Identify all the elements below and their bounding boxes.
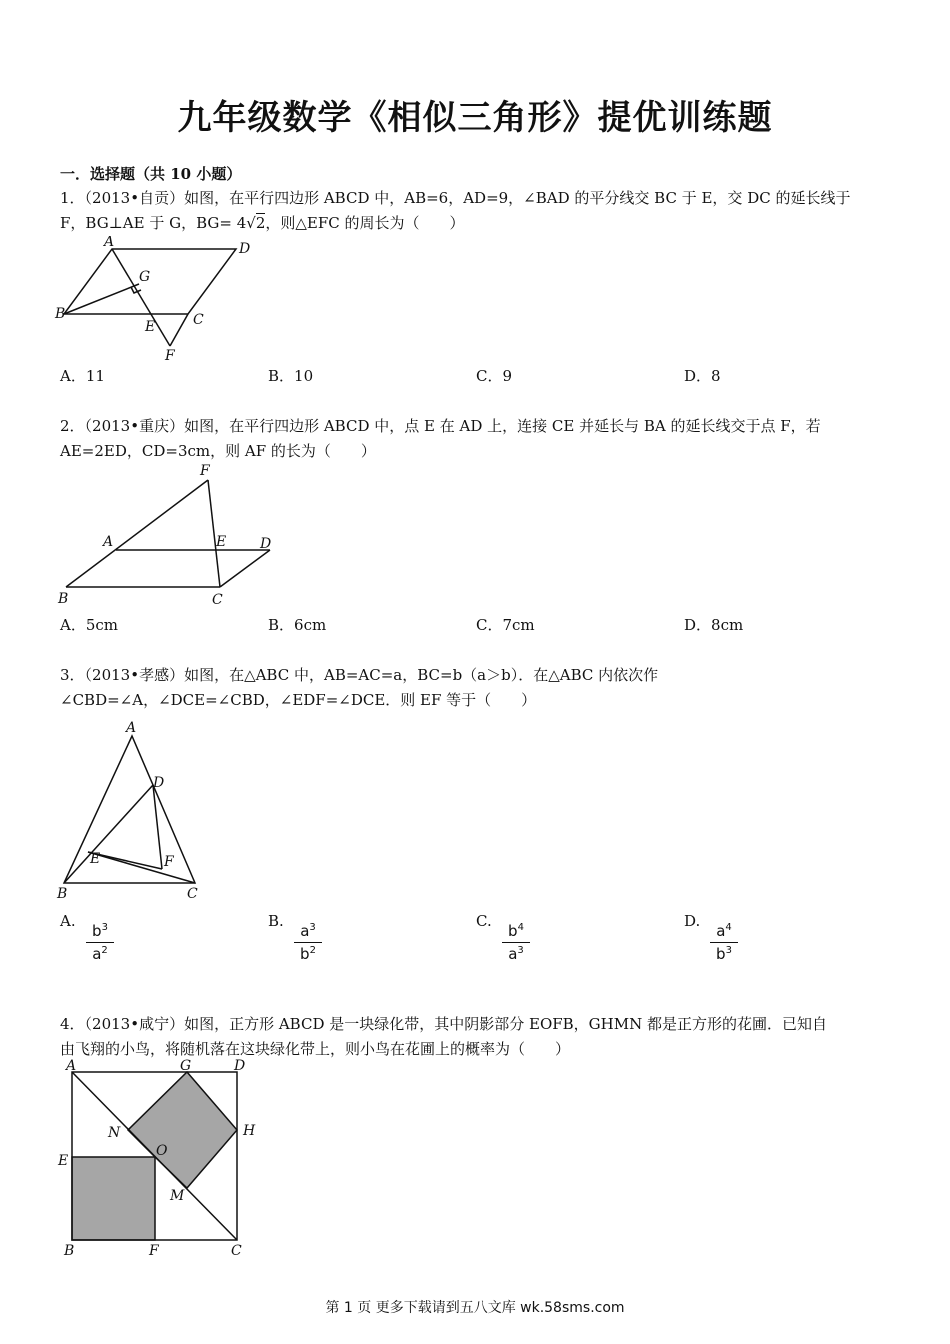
q3-option-c-letter[interactable]: C. [476,912,492,930]
page-footer: 第 1 页 更多下载请到五八文库 wk.58sms.com [325,1300,625,1316]
q1-text-line1: 1．（2013•自贡）如图，在平行四边形 ABCD 中，AB=6，AD=9，∠BAD 的平分线交 BC 于 E，交 DC 的延长线于 [60,189,851,207]
q3-line-df [153,785,162,869]
q4-label-g: G [180,1058,192,1074]
q1-option-d[interactable]: D．8 [684,367,721,385]
q2-option-c[interactable]: C．7cm [476,616,535,634]
q3-option-b-letter[interactable]: B. [268,912,284,930]
q4-text-line2: 由飞翔的小鸟，将随机落在这块绿化带上，则小鸟在花圃上的概率为（ ） [60,1040,571,1058]
q1-line-af [112,249,170,346]
q3-option-a-letter[interactable]: A. [60,912,76,930]
sqrt-symbol: √ [246,214,256,232]
q3-d-den-exp: 3 [725,945,732,956]
q3-b-num: a [300,922,310,940]
q4-label-f: F [149,1243,159,1259]
fraction-bar [294,942,322,943]
fraction-bar [502,942,530,943]
q4-label-c: C [231,1243,242,1259]
q2-text-line2: AE=2ED，CD=3cm，则 AF 的长为（ ） [60,442,376,460]
q2-option-b[interactable]: B．6cm [268,616,327,634]
q2-label-c: C [212,592,223,608]
q3-label-e: E [90,851,101,867]
q4-label-m: M [170,1188,185,1204]
q1-text-line2-a: F，BG⊥AE 于 G，BG= 4 [60,214,247,232]
q2-line-cd [220,550,270,587]
q4-label-o: O [156,1143,168,1159]
q3-option-d-letter[interactable]: D. [684,912,701,930]
q3-a-den: a [92,945,102,963]
q3-option-a-fraction[interactable] [86,922,114,963]
q3-b-den: b [300,945,310,963]
q4-label-a: A [66,1058,77,1074]
q1-text-line2 [60,211,465,236]
q3-text-line1: 3．（2013•孝感）如图，在△ABC 中，AB=AC=a，BC=b（a＞b）．在△ABC 内依次作 [60,666,659,684]
q2-option-a[interactable]: A．5cm [60,616,119,634]
q3-c-num: b [508,922,518,940]
q3-line-bd [64,785,153,883]
q4-square-eofb [72,1157,155,1240]
q3-label-d: D [153,775,165,791]
section-heading: 一．选择题（共 10 小题） [60,165,242,183]
q3-a-num-exp: 3 [101,922,108,933]
q3-option-b-fraction[interactable] [294,922,322,963]
q2-label-b: B [58,591,69,607]
q3-option-c-fraction[interactable] [502,922,530,963]
q3-label-a: A [126,720,137,736]
fraction-bar [710,942,738,943]
q2-label-a: A [103,534,114,550]
q3-figure [50,716,220,906]
q3-b-num-exp: 3 [309,922,316,933]
q1-option-c[interactable]: C．9 [476,367,513,385]
q3-option-d-fraction[interactable] [710,922,738,963]
q1-sqrt-value: 2 [255,214,266,232]
q3-label-c: C [187,886,198,902]
q2-label-f: F [200,463,210,479]
q1-label-d: D [239,241,251,257]
q3-d-num-exp: 4 [725,922,732,933]
q1-label-f: F [165,348,175,364]
q3-label-b: B [57,886,68,902]
q1-option-a[interactable]: A．11 [60,367,105,385]
q3-d-den: b [716,945,726,963]
q1-option-b[interactable]: B．10 [268,367,314,385]
fraction-bar [86,942,114,943]
q1-label-b: B [55,306,66,322]
q1-line-fc [170,314,188,346]
q2-option-d[interactable]: D．8cm [684,616,744,634]
q3-text-line2: ∠CBD=∠A，∠DCE=∠CBD，∠EDF=∠DCE．则 EF 等于（ ） [60,691,537,709]
q2-line-bf [66,480,208,587]
q4-label-h: H [243,1123,256,1139]
q1-label-e: E [145,319,156,335]
q3-label-f: F [164,854,174,870]
q3-d-num: a [716,922,726,940]
q1-figure [50,236,280,366]
q1-text-line2-b: ，则△EFC 的周长为（ ） [265,214,465,232]
q3-c-den-exp: 3 [517,945,524,956]
q4-label-b: B [64,1243,75,1259]
q4-label-d: D [234,1058,246,1074]
q4-figure [50,1055,280,1265]
q4-text-line1: 4．（2013•咸宁）如图，正方形 ABCD 是一块绿化带，其中阴影部分 EOFB，GHMN 都是正方形的花圃．已知自 [60,1015,828,1033]
q4-label-n: N [108,1125,121,1141]
q3-line-ce [88,852,195,883]
q3-c-num-exp: 4 [517,922,524,933]
q1-label-g: G [139,269,151,285]
page-title: 九年级数学《相似三角形》提优训练题 [177,98,773,138]
q2-label-d: D [260,536,272,552]
q2-figure [50,460,290,610]
q2-text-line1: 2．（2013•重庆）如图，在平行四边形 ABCD 中，点 E 在 AD 上，连接 CE 并延长与 BA 的延长线交于点 F，若 [60,417,821,435]
q4-label-e: E [58,1153,69,1169]
q2-label-e: E [216,534,227,550]
q3-a-num: b [92,922,102,940]
q1-label-a: A [104,236,115,250]
q1-label-c: C [193,312,204,328]
q3-b-den-exp: 2 [309,945,316,956]
q3-c-den: a [508,945,518,963]
q3-a-den-exp: 2 [101,945,108,956]
